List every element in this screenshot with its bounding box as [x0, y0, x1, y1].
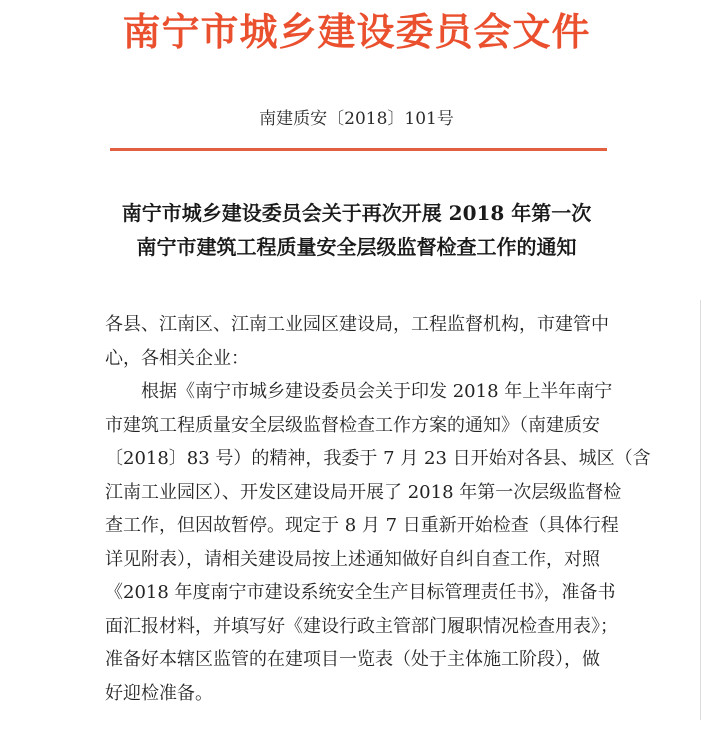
body-line: 查工作，但因故暂停。现定于 8 月 7 日重新开始检查（具体行程: [105, 515, 619, 536]
body-line: 准备好本辖区监管的在建项目一览表（处于主体施工阶段），做: [105, 649, 600, 670]
red-divider-rule: [110, 148, 607, 151]
body-line: 〔2018〕83 号）的精神，我委于 7 月 23 日开始对各县、城区（含: [105, 448, 651, 469]
body-line: 详见附表），请相关建设局按上述通知做好自纠自查工作，对照: [105, 548, 600, 570]
document-number: 南建质安〔2018〕101号: [259, 109, 454, 129]
body-line: 各县、江南区、江南工业园区建设局，工程监督机构，市建管中: [105, 314, 609, 335]
issuing-authority-heading: 南宁市城乡建设委员会文件: [122, 9, 591, 54]
body-line: 《2018 年度南宁市建设系统安全生产目标管理责任书》，准备书: [105, 582, 616, 603]
notice-title: [0, 196, 713, 264]
body-line: 面汇报材料，并填写好《建设行政主管部门履职情况检查用表》；: [105, 615, 618, 637]
scan-edge-shadow: [700, 300, 701, 720]
body-line: 根据《南宁市城乡建设委员会关于印发 2018 年上半年南宁: [105, 381, 613, 402]
notice-body: [105, 308, 651, 710]
body-line: 好迎检准备。: [105, 682, 213, 704]
body-line: 市建筑工程质量安全层级监督检查工作方案的通知》（南建质安: [105, 414, 600, 436]
notice-title-line-1: 南宁市城乡建设委员会关于再次开展 2018 年第一次: [121, 201, 592, 225]
body-line: 心，各相关企业：: [105, 347, 249, 369]
notice-title-line-2: 南宁市建筑工程质量安全层级监督检查工作的通知: [136, 235, 577, 259]
body-line: 江南工业园区）、开发区建设局开展了 2018 年第一次层级监督检: [105, 481, 622, 503]
